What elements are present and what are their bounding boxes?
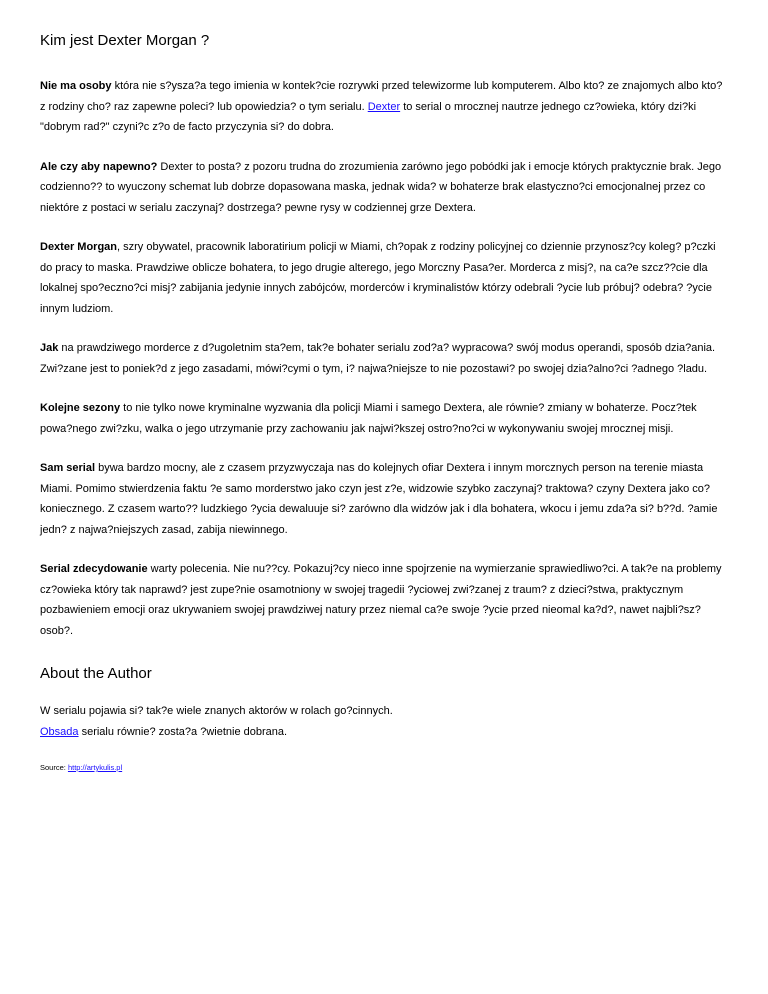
source-link[interactable]: http://artykulis.pl <box>67 763 123 772</box>
author-line: W serialu pojawia si? tak?e wiele znanych aktorów w rolach go?cinnych. <box>40 705 393 717</box>
paragraph-7 <box>40 559 730 641</box>
paragraph-lead: Ale czy aby napewno? <box>40 160 158 173</box>
paragraph-text: to nie tylko nowe kryminalne wyzwania dla policji Miami i samego Dextera, ale równie? zmiany w bohaterze. Pocz?tek powa?nego zwi?zku, walka o jego utrzymanie przy zachowaniu jak najwi?kszej ostro?no?ci w wykonywaniu swojej mrocznej misji. <box>40 402 697 435</box>
paragraph-lead: Sam serial <box>40 462 96 474</box>
cast-link[interactable]: Obsada <box>40 725 79 738</box>
paragraph-text: , szry obywatel, pracownik laboratirium policji w Miami, ch?opak z rodziny policyjnej co dziennie przynosz?cy koleg? p?czki do pracy to maska. Prawdziwe oblicze bohatera, to jego drugie alterego, jego Morczny Pasa?er. Morderca z misj?, na ca?e szcz??cie dla lokalnej spo?eczno?ci misj? zabijania jedynie innych zabójców, morderców i kryminalistów którzy odebrali ?ycie lub próbuj? odebra? ?ycie innym ludziom. <box>40 241 716 315</box>
paragraph-text: na prawdziwego morderce z d?ugoletnim sta?em, tak?e bohater serialu zod?a? wypracowa? swój modus operandi, sposób dzia?ania. Zwi?zane jest to poniek?d z jego zasadami, mówi?cymi o tym, i? najwa?niejsze to nie pozostawi? po swojej dzia?alno?ci ?adnego ?ladu. <box>40 342 716 375</box>
paragraph-lead: Jak <box>40 342 59 354</box>
paragraph-2 <box>40 157 730 219</box>
paragraph-6 <box>40 458 730 540</box>
paragraph-lead: Nie ma osoby <box>40 80 112 92</box>
paragraph-lead: Dexter Morgan <box>40 241 118 253</box>
paragraph-text: warty polecenia. Nie nu??cy. Pokazuj?cy nieco inne spojrzenie na wymierzanie sprawiedliwo?ci. A tak?e na problemy cz?owieka który tak naprawd? jest zupe?nie osamotniony w swojej tragedii ?yciowej zwi?zanej z traum? z dzieci?stwa, praktycznym pozbawieniem emocji oraz ukrywaniem swojej prawdziwej natury przez niemal ca?e swoje ?ycie przed nieomal ka?d?, nawet najbli?sz? osob?. <box>40 563 722 637</box>
paragraph-text: która nie s?ysza?a tego imienia w kontek?cie rozrywki przed telewizorme lub komputerem. Albo kto? ze znajomych albo kto? z rodziny cho? raz zapewne poleci? lub opowiedzia? o tym serialu. <box>40 80 723 113</box>
paragraph-5 <box>40 398 730 439</box>
paragraph-text: to serial o mrocznej nautrze jednego cz?owieka, który dzi?ki "dobrym rad?" czyni?c z?o de facto przyczynia si? do dobra. <box>40 100 697 133</box>
article <box>40 30 730 773</box>
paragraph-text: Dexter to posta? z pozoru trudna do zrozumienia zarówno jego pobódki jak i emocje których praktycznie brak. Jego codzienno?? to wyuczony schemat lub dobrze dopasowana maska, jednak wida? w bohaterze brak elastyczno?ci emocjonalnej przez co niektóre z postaci w serialu zaczynaj? dostrzega? pewne rysy w codziennej grze Dextera. <box>40 160 722 214</box>
author-line-text: serialu równie? zosta?a ?wietnie dobrana. <box>78 725 288 738</box>
author-section <box>40 701 730 742</box>
paragraph-3 <box>40 237 730 319</box>
source-label: Source: <box>40 763 68 772</box>
dexter-link[interactable]: Dexter <box>367 100 401 113</box>
page-title: Kim jest Dexter Morgan ? <box>40 32 210 49</box>
paragraph-text: bywa bardzo mocny, ale z czasem przyzwyczaja nas do kolejnych ofiar Dextera i innym morcznych person na terenie miasta Miami. Pomimo stwierdzenia faktu ?e samo morderstwo jako czyn jest z?e, widzowie szybko zaczynaj? traktowa? czyny Dextera jako co? koniecznego. Z czasem warto?? ludzkiego ?ycia dewaluuje si? zarówno dla widzów jak i dla bohatera, wkocu i jemu zda?a si? b??d. ?amie jedn? z najwa?niejszych zasad, zabija niewinnego. <box>40 462 718 536</box>
paragraph-lead: Kolejne sezony <box>40 402 121 414</box>
paragraph-1 <box>40 76 730 138</box>
paragraph-lead: Serial zdecydowanie <box>40 563 148 575</box>
author-line <box>40 722 730 743</box>
paragraph-4 <box>40 338 730 379</box>
source-line <box>40 763 730 773</box>
author-heading: About the Author <box>40 665 152 682</box>
